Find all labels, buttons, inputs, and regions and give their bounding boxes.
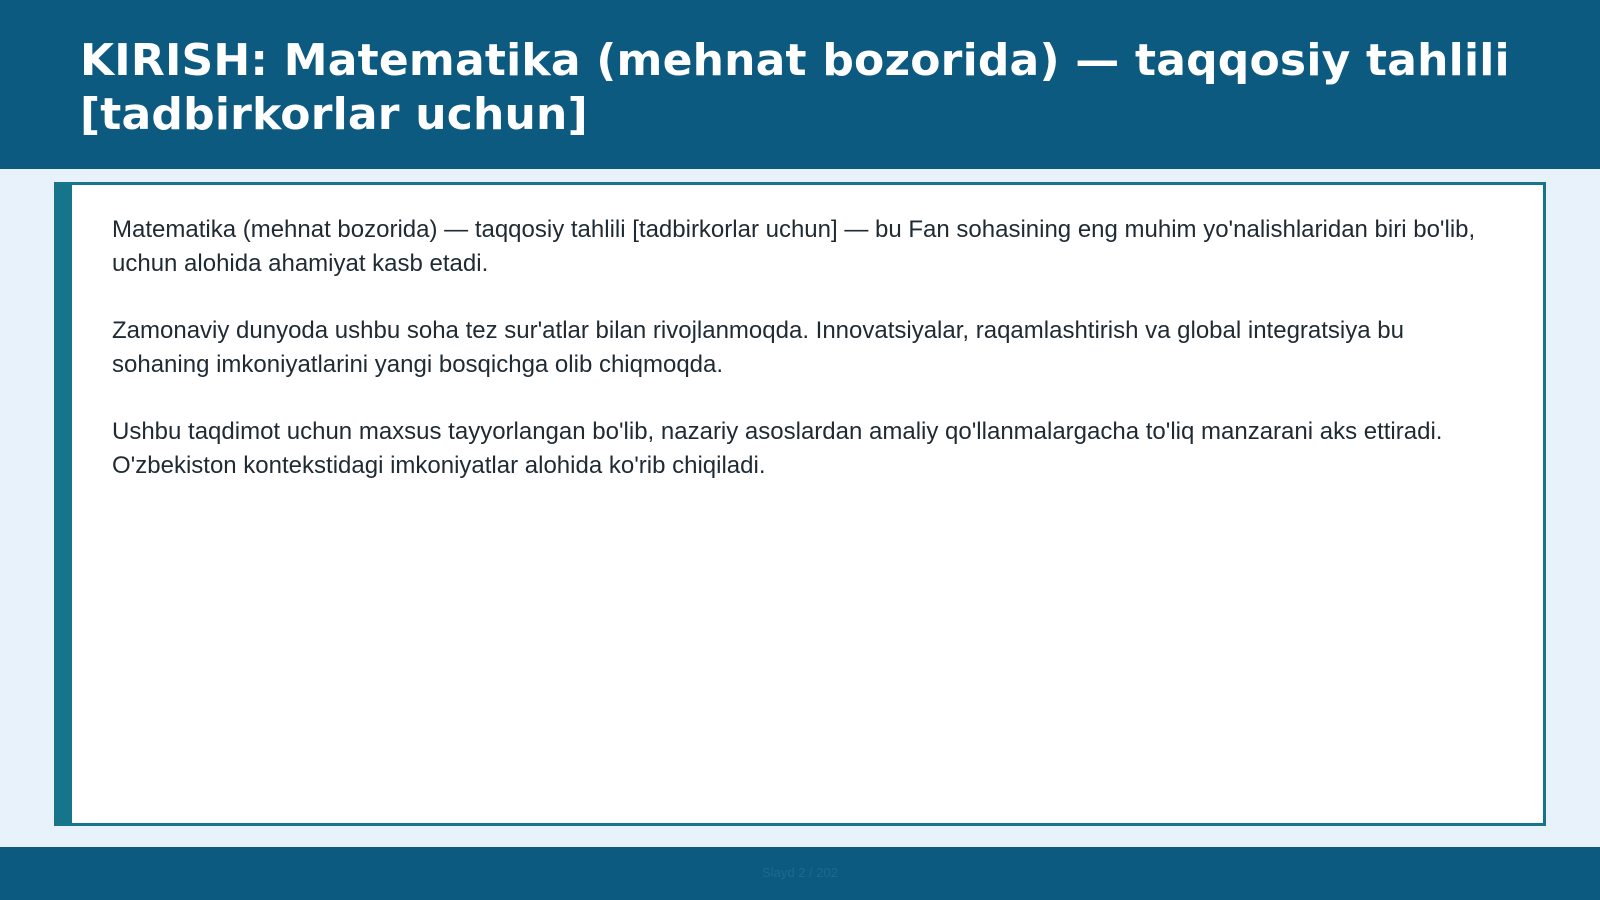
content-paragraph: Matematika (mehnat bozorida) — taqqosiy tahlili [tadbirkorlar uchun] — bu Fan sohasining eng muhim yo'nalishlaridan biri bo'lib, uchun alohida ahamiyat kasb etadi. — [112, 216, 1476, 277]
slide-title: KIRISH: Matematika (mehnat bozorida) — taqqosiy tahlili [tadbirkorlar uchun] — [80, 35, 1510, 140]
slide-header — [0, 0, 1600, 169]
slide-number: Slayd 2 / 202 — [762, 865, 838, 880]
content-paragraph: Ushbu taqdimot uchun maxsus tayyorlangan bo'lib, nazariy asoslardan amaliy qo'llanmalargacha to'liq manzarani aks ettiradi. O'zbekiston kontekstidagi imkoniyatlar alohida ko'rib chiqiladi. — [112, 418, 1443, 479]
slide-footer — [0, 847, 1600, 900]
content-panel — [54, 182, 1546, 826]
content-paragraph: Zamonaviy dunyoda ushbu soha tez sur'atlar bilan rivojlanmoqda. Innovatsiyalar, raqamlashtirish va global integratsiya bu sohaning imkoniyatlarini yangi bosqichga olib chiqmoqda. — [112, 317, 1404, 378]
